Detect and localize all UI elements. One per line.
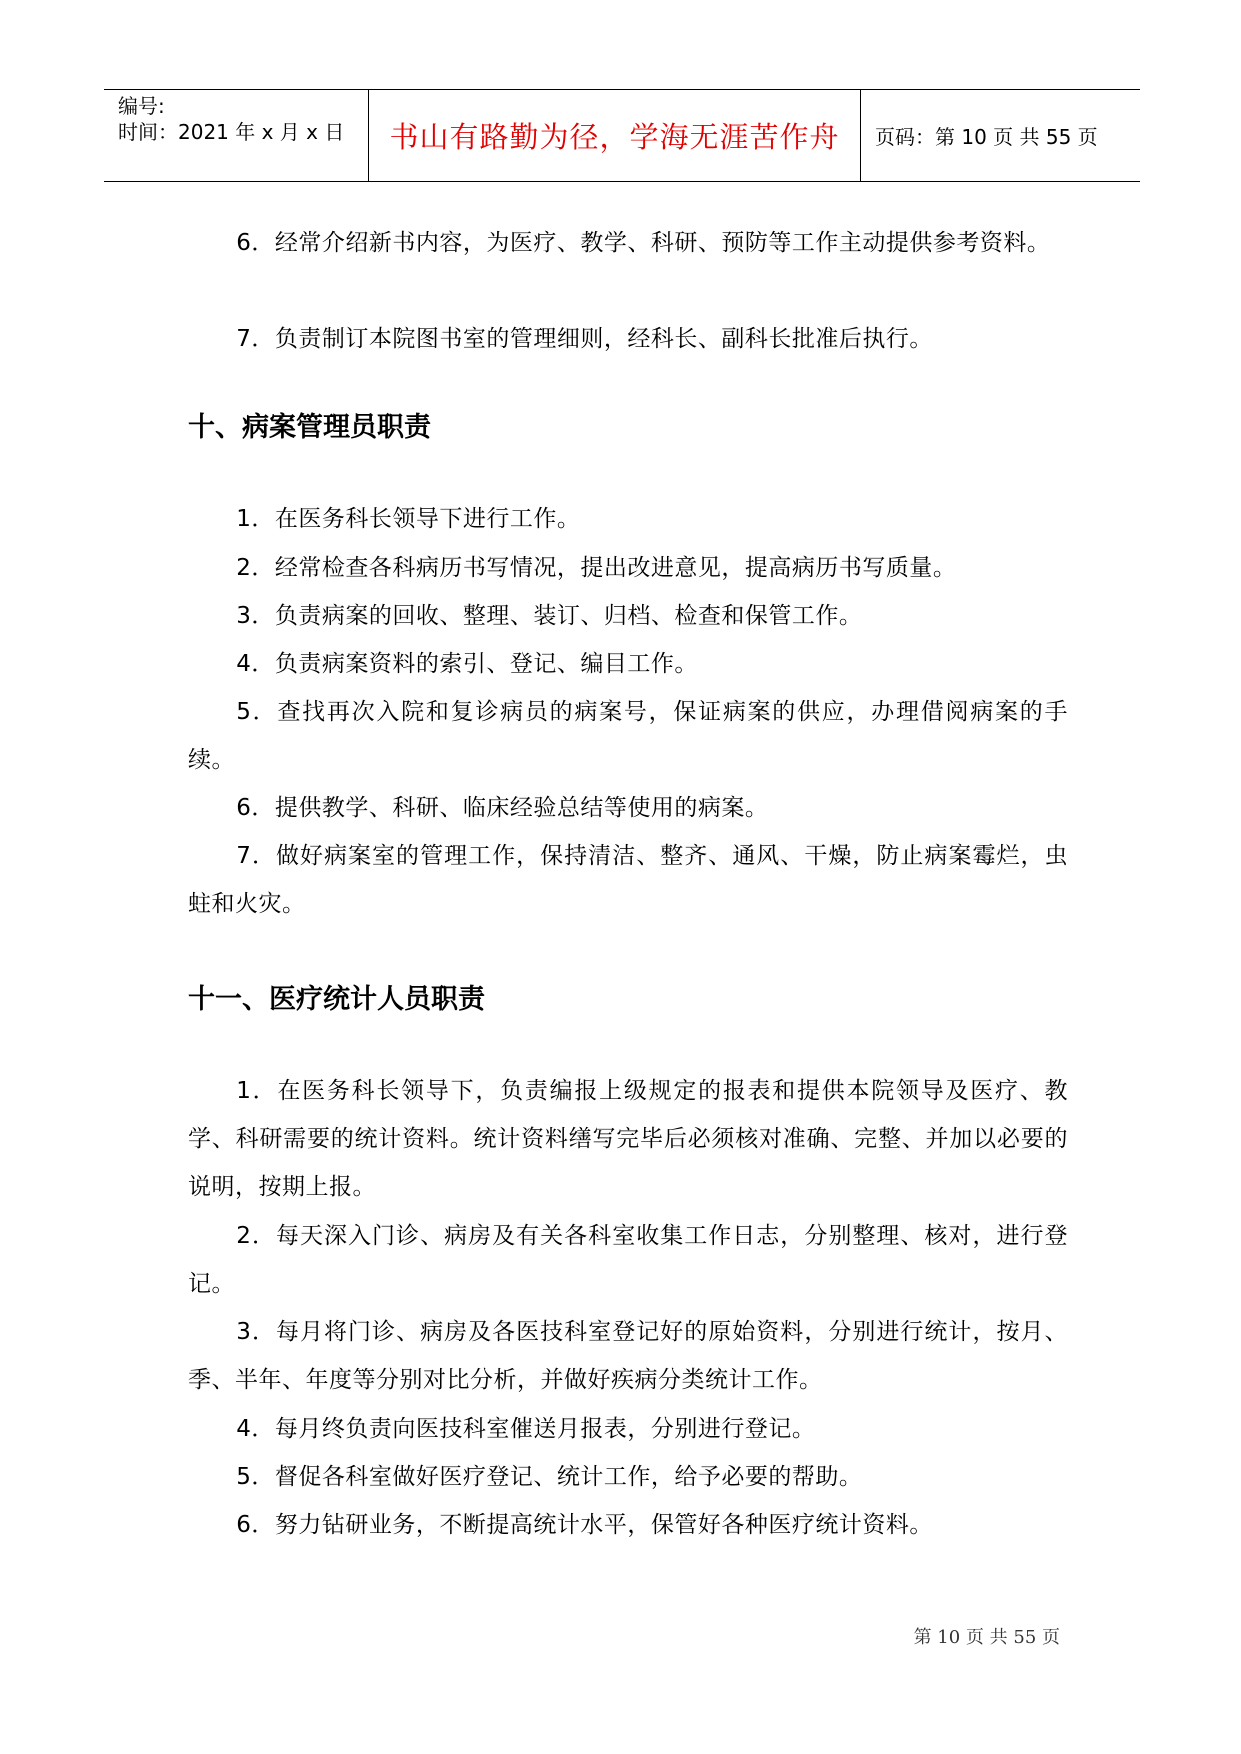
section10-item-5: 5．查找再次入院和复诊病员的病案号，保证病案的供应，办理借阅病案的手续。	[188, 699, 1068, 773]
paragraph-intro-7: 7．负责制订本院图书室的管理细则，经科长、副科长批准后执行。	[236, 326, 933, 352]
section10-item-3: 3．负责病案的回收、整理、装订、归档、检查和保管工作。	[236, 603, 863, 629]
section10-item-1: 1．在医务科长领导下进行工作。	[236, 506, 581, 532]
paragraph-intro-6: 6．经常介绍新书内容，为医疗、教学、科研、预防等工作主动提供参考资料。	[236, 230, 1051, 256]
header-motto-cell	[369, 90, 861, 181]
section11-item-4: 4．每月终负责向医技科室催送月报表，分别进行登记。	[236, 1416, 816, 1442]
page-header	[104, 89, 1140, 182]
section10-item-4: 4．负责病案资料的索引、登记、编目工作。	[236, 651, 698, 677]
document-time-label: 时间：2021 年 x 月 x 日	[118, 120, 345, 144]
section11-item-1: 1．在医务科长领导下，负责编报上级规定的报表和提供本院领导及医疗、教学、科研需要的统计资料。统计资料缮写完毕后必须核对准确、完整、并加以必要的说明，按期上报。	[188, 1078, 1068, 1200]
section10-item-7: 7．做好病案室的管理工作，保持清洁、整齐、通风、干燥，防止病案霉烂，虫蛀和火灾。	[188, 843, 1068, 917]
section11-item-5: 5．督促各科室做好医疗登记、统计工作，给予必要的帮助。	[236, 1464, 863, 1490]
section11-item-6: 6．努力钻研业务，不断提高统计水平，保管好各种医疗统计资料。	[236, 1512, 933, 1538]
document-number-label: 编号:	[118, 94, 165, 118]
section-heading-10: 十、病案管理员职责	[188, 412, 431, 443]
section10-item-6: 6．提供教学、科研、临床经验总结等使用的病案。	[236, 795, 769, 821]
page-footer-number: 第 10 页 共 55 页	[913, 1627, 1060, 1648]
section10-item-2: 2．经常检查各科病历书写情况，提出改进意见，提高病历书写质量。	[236, 555, 957, 581]
header-meta-cell	[104, 90, 369, 181]
section11-item-2: 2．每天深入门诊、病房及有关各科室收集工作日志，分别整理、核对，进行登记。	[188, 1223, 1068, 1297]
header-motto: 书山有路勤为径，学海无涯苦作舟	[389, 120, 840, 154]
header-page-cell	[861, 90, 1140, 181]
section11-item-3: 3．每月将门诊、病房及各医技科室登记好的原始资料，分别进行统计，按月、季、半年、年度等分别对比分析，并做好疾病分类统计工作。	[188, 1319, 1068, 1393]
header-page-info: 页码：第 10 页 共 55 页	[875, 125, 1098, 149]
section-heading-11: 十一、医疗统计人员职责	[188, 984, 485, 1015]
